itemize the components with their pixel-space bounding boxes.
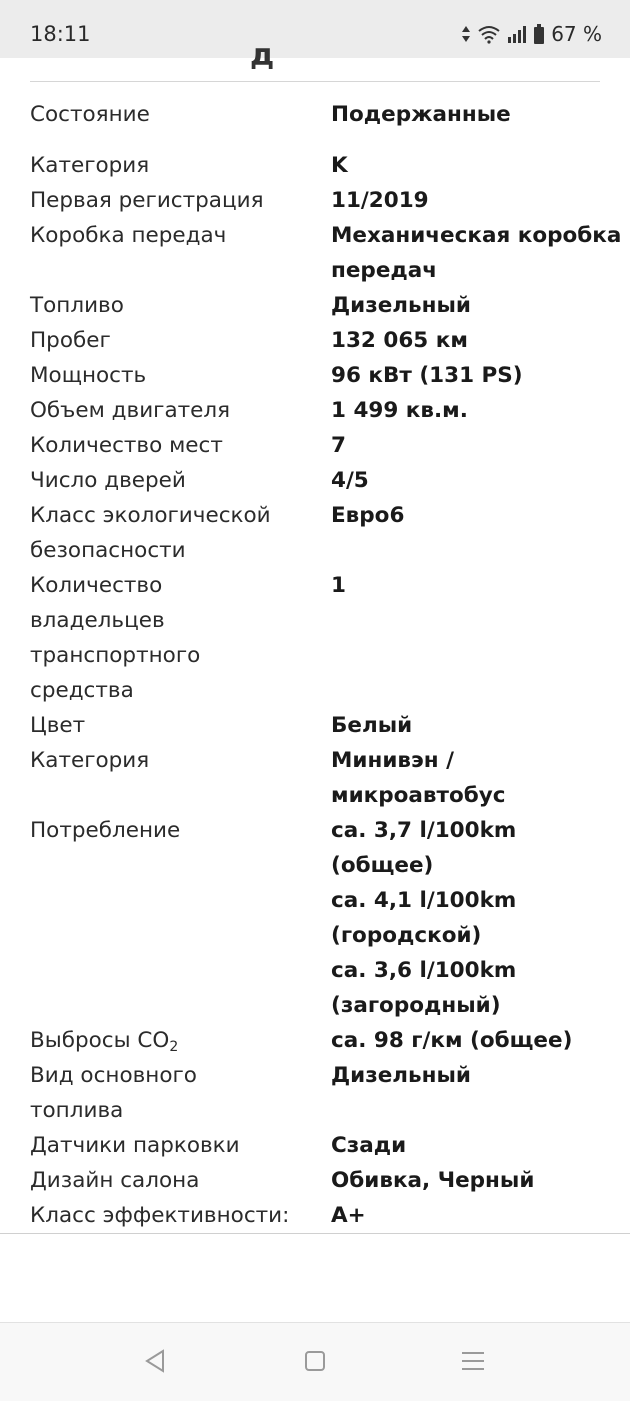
spec-label-line: Состояние [30,102,150,127]
spec-label [30,568,315,708]
spec-value [331,1163,616,1198]
spec-value-line: ca. 3,7 l/100km [331,818,517,843]
spec-label-line: Число дверей [30,468,186,493]
spec-value-line: ca. 4,1 l/100km [331,888,517,913]
wifi-icon [477,24,501,44]
spec-label-line: Класс экологической [30,503,271,528]
navigation-bar [0,1322,630,1401]
co2-subscript: 2 [169,1039,179,1055]
signal-icon [507,25,527,43]
divider [30,81,600,82]
spec-label-line: Датчики парковки [30,1133,240,1158]
spec-label-line: Мощность [30,363,147,388]
spec-label-line: Количество мест [30,433,223,458]
status-time: 18:11 [30,22,91,46]
spec-value-line: 11/2019 [331,188,429,213]
spec-value [331,218,622,288]
spec-value-line: ca. 3,6 l/100km [331,958,517,983]
spec-label-line: топлива [30,1098,124,1123]
spec-value-line: Подержанные [331,102,511,127]
spec-value [331,288,616,323]
spec-label [30,1058,315,1128]
spec-label-line: Пробег [30,328,111,353]
spec-label-line: Класс эффективности: [30,1203,290,1228]
spec-label [30,358,315,393]
spec-label-line: Категория [30,153,150,178]
spec-label [30,1163,315,1198]
spec-value-line: 7 [331,433,346,458]
spec-label [30,1128,315,1163]
spec-label-line: Топливо [30,293,124,318]
spec-label [30,183,315,218]
spec-label [30,463,315,498]
spec-label [30,708,315,743]
spec-value [331,148,616,183]
spec-value-line: (загородный) [331,993,501,1018]
spec-label-line: безопасности [30,538,186,563]
spec-value-line: Минивэн / [331,748,454,773]
spec-value [331,813,616,1023]
vehicle-details [0,38,630,1234]
spec-value-line: микроавтобус [331,783,506,808]
spec-value-line: 96 кВт (131 PS) [331,363,523,388]
spec-value [331,463,616,498]
battery-percent: 67 % [551,22,602,46]
spec-value [331,1023,616,1058]
spec-label [30,288,315,323]
spec-value-line: 132 065 км [331,328,468,353]
home-icon[interactable] [304,1349,326,1377]
spec-label [30,428,315,463]
co2-label-text: Выбросы CO [30,1028,170,1053]
spec-label [30,323,315,358]
data-arrows-icon [461,24,471,44]
spec-label-line [30,1023,315,1058]
spec-label-line: Коробка передач [30,223,227,248]
spec-value-line: Механическая коробка [331,223,622,248]
spec-value-line: передач [331,258,438,283]
status-icons [461,22,602,46]
spec-value-line: Дизельный [331,1063,471,1088]
spec-value [331,568,616,603]
spec-label-line: Объем двигателя [30,398,231,423]
spec-value-line: K [331,153,348,178]
spec-label [30,97,315,132]
spec-value-line: ca. 98 г/км (общее) [331,1028,573,1053]
spec-label-line: средства [30,678,134,703]
spec-value [331,323,616,358]
spec-value-line: 1 499 кв.м. [331,398,468,423]
section-title-cut: д [250,38,275,73]
recents-menu-icon[interactable] [461,1349,485,1377]
battery-icon [533,24,545,44]
spec-label [30,498,315,568]
spec-value [331,393,616,428]
spec-label-line: владельцев [30,608,165,633]
spec-value [331,1198,616,1233]
spec-value-line: Дизельный [331,293,471,318]
spec-value-line: Евро6 [331,503,405,528]
spec-value-line: Белый [331,713,413,738]
spec-value [331,183,616,218]
spec-value-line: 1 [331,573,346,598]
spec-label [30,393,315,428]
spec-label [30,218,315,253]
spec-label-line: Цвет [30,713,86,738]
status-bar [0,0,630,58]
spec-value [331,743,616,813]
spec-label-line: Первая регистрация [30,188,264,213]
spec-label-line: Потребление [30,818,181,843]
spec-label [30,1198,315,1233]
spec-value-line: 4/5 [331,468,369,493]
spec-label [30,148,315,183]
spec-label-line: Категория [30,748,150,773]
back-icon[interactable] [144,1349,166,1377]
spec-value-line: A+ [331,1203,366,1228]
spec-label-line: Дизайн салона [30,1168,200,1193]
spec-label-line: Вид основного [30,1063,197,1088]
spec-value [331,1058,616,1093]
spec-label [30,1023,315,1058]
spec-value [331,358,616,393]
spec-value-line: (общее) [331,853,434,878]
spec-label [30,743,315,778]
divider [0,1233,630,1234]
spec-value [331,1128,616,1163]
spec-value [331,708,616,743]
spec-value [331,428,616,463]
spec-value [331,97,616,132]
spec-label [30,813,315,848]
spec-label-line: Количество [30,573,163,598]
spec-value-line: Сзади [331,1133,407,1158]
spec-label-line: транспортного [30,643,201,668]
spec-value [331,498,616,533]
spec-value-line: Обивка, Черный [331,1168,535,1193]
spec-value-line: (городской) [331,923,482,948]
